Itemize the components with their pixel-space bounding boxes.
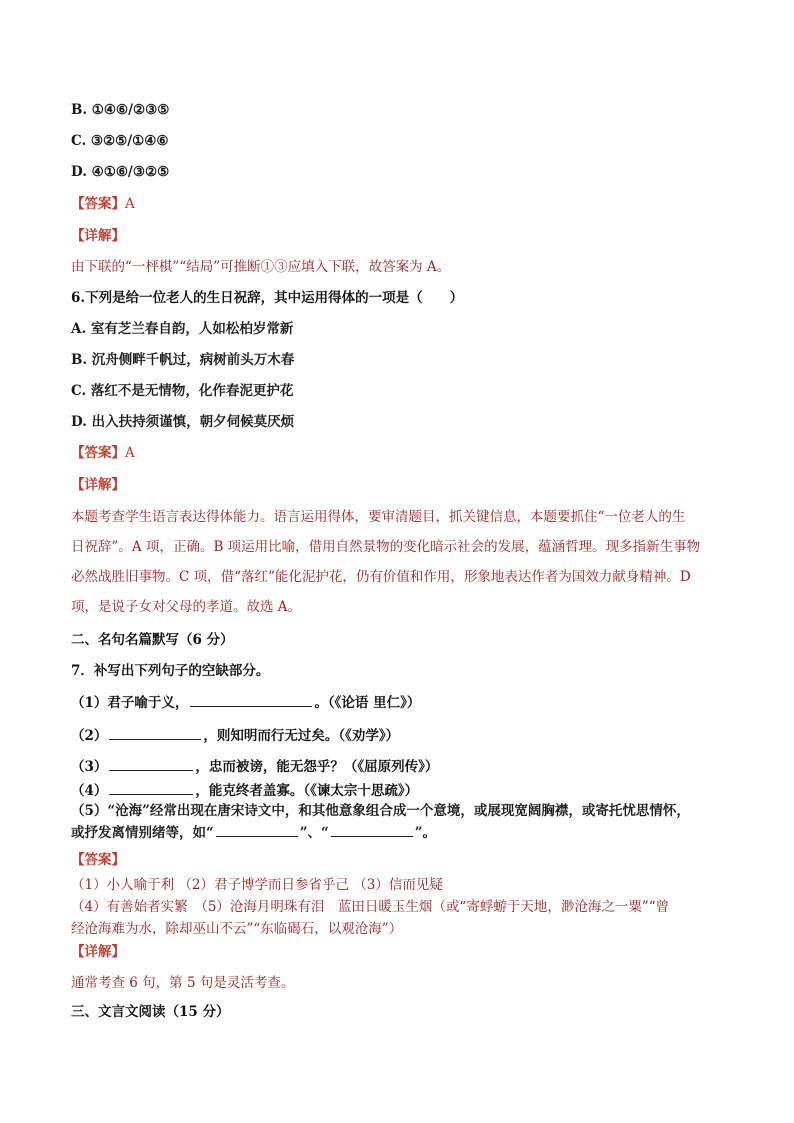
q7-item-2 (71, 725, 399, 746)
q5-option-b: B. ①④⑥/②③⑤ (71, 102, 170, 118)
q6-stem: 6.下列是给一位老人的生日祝辞，其中运用得体的一项是（ ） (71, 290, 464, 306)
q5-option-d: D. ④①⑥/③②⑤ (71, 164, 170, 180)
item-text: ，忠而被谤，能无怨乎？（《屈原列传》） (195, 759, 439, 775)
q7-answer-text (71, 874, 741, 940)
answer-line: （4）有善始者实繁 （5）沧海月明珠有泪 蓝田日暖玉生烟（或“寄蜉蝣于天地，渺沧海之一粟”“曾 (71, 899, 670, 915)
q7-detail-text: 通常考查 6 句，第 5 句是灵活考查。 (71, 975, 295, 991)
detail-line: 必然战胜旧事物。C 项，借“落红”能化泥护花，仍有价值和作用，形象地表达作者为国效力献身精神。D (71, 569, 691, 585)
item-text: ，则知明而行无过矣。（《劝学》） (203, 728, 400, 744)
q7-item-5 (71, 800, 731, 844)
q7-item-3 (71, 756, 438, 777)
item-text: ”。 (414, 825, 437, 841)
q7-answer-tag: 【答案】 (71, 852, 125, 868)
answer-line: （1）小人喻于利 （2）君子博学而日参省乎己 （3）信而见疑 (71, 877, 443, 893)
q7-stem: 7．补写出下列句子的空缺部分。 (71, 663, 270, 679)
answer-tag: 【答案】 (71, 445, 125, 461)
q5-answer (71, 194, 135, 214)
section-2-title: 二、名句名篇默写（6 分） (71, 632, 234, 648)
fill-blank[interactable] (109, 725, 201, 740)
section-3-title: 三、文言文阅读（15 分） (71, 1004, 230, 1020)
item-source: 。（《论语 里仁》） (314, 695, 421, 711)
detail-line: 日祝辞”。A 项，正确。B 项运用比喻，借用自然景物的变化暗示社会的发展，蕴涵哲理。现多指新生事物 (71, 539, 701, 555)
item-number: （3） (71, 759, 108, 775)
answer-value: A (125, 196, 135, 212)
item-text: ”、“ (299, 825, 329, 841)
q7-item-4 (71, 780, 418, 801)
answer-value: A (125, 445, 135, 461)
q6-option-b: B. 沉舟侧畔千帆过，病树前头万木春 (71, 352, 295, 368)
fill-blank[interactable] (216, 822, 298, 837)
item-number: （4） (71, 783, 108, 799)
fill-blank[interactable] (190, 692, 312, 707)
item-text: ，能克终者盖寡。（《谏太宗十思疏》） (195, 783, 419, 799)
q7-detail-tag: 【详解】 (71, 944, 125, 960)
item5-line1: （5）“沧海”经常出现在唐宋诗文中，和其他意象组合成一个意境，或展现宽阔胸襟，或寄托忧思情怀， (71, 803, 690, 819)
q7-item-1 (71, 692, 420, 713)
detail-line: 本题考查学生语言表达得体能力。语言运用得体，要审清题目，抓关键信息，本题要抓住“一位老人的生 (71, 509, 686, 525)
item-number: （1） (71, 695, 108, 711)
q6-option-a: A. 室有芝兰春自韵，人如松柏岁常新 (71, 321, 294, 337)
q6-answer (71, 443, 135, 463)
q6-option-c: C. 落红不是无情物，化作春泥更护花 (71, 383, 294, 399)
q5-detail-text: 由下联的“一枰棋”“结局”可推断①③应填入下联，故答案为 A。 (71, 259, 451, 275)
detail-line: 项，是说子女对父母的孝道。故选 A。 (71, 599, 302, 615)
answer-tag: 【答案】 (71, 196, 125, 212)
fill-blank[interactable] (109, 756, 193, 771)
fill-blank[interactable] (109, 780, 193, 795)
fill-blank[interactable] (331, 822, 413, 837)
answer-line: 经沧海难为水，除却巫山不云”“东临碣石，以观沧海”） (71, 921, 403, 937)
q5-detail-tag: 【详解】 (71, 228, 125, 244)
q6-option-d: D. 出入扶持须谨慎，朝夕伺候莫厌烦 (71, 414, 295, 430)
item-number: （2） (71, 728, 108, 744)
q5-option-c: C. ③②⑤/①④⑥ (71, 133, 169, 149)
item5-line2 (71, 822, 731, 844)
q6-detail-text (71, 502, 731, 622)
q6-detail-tag: 【详解】 (71, 477, 125, 493)
item-text: 君子喻于义， (107, 695, 189, 711)
item-text: 或抒发离情别绪等，如“ (71, 825, 214, 841)
